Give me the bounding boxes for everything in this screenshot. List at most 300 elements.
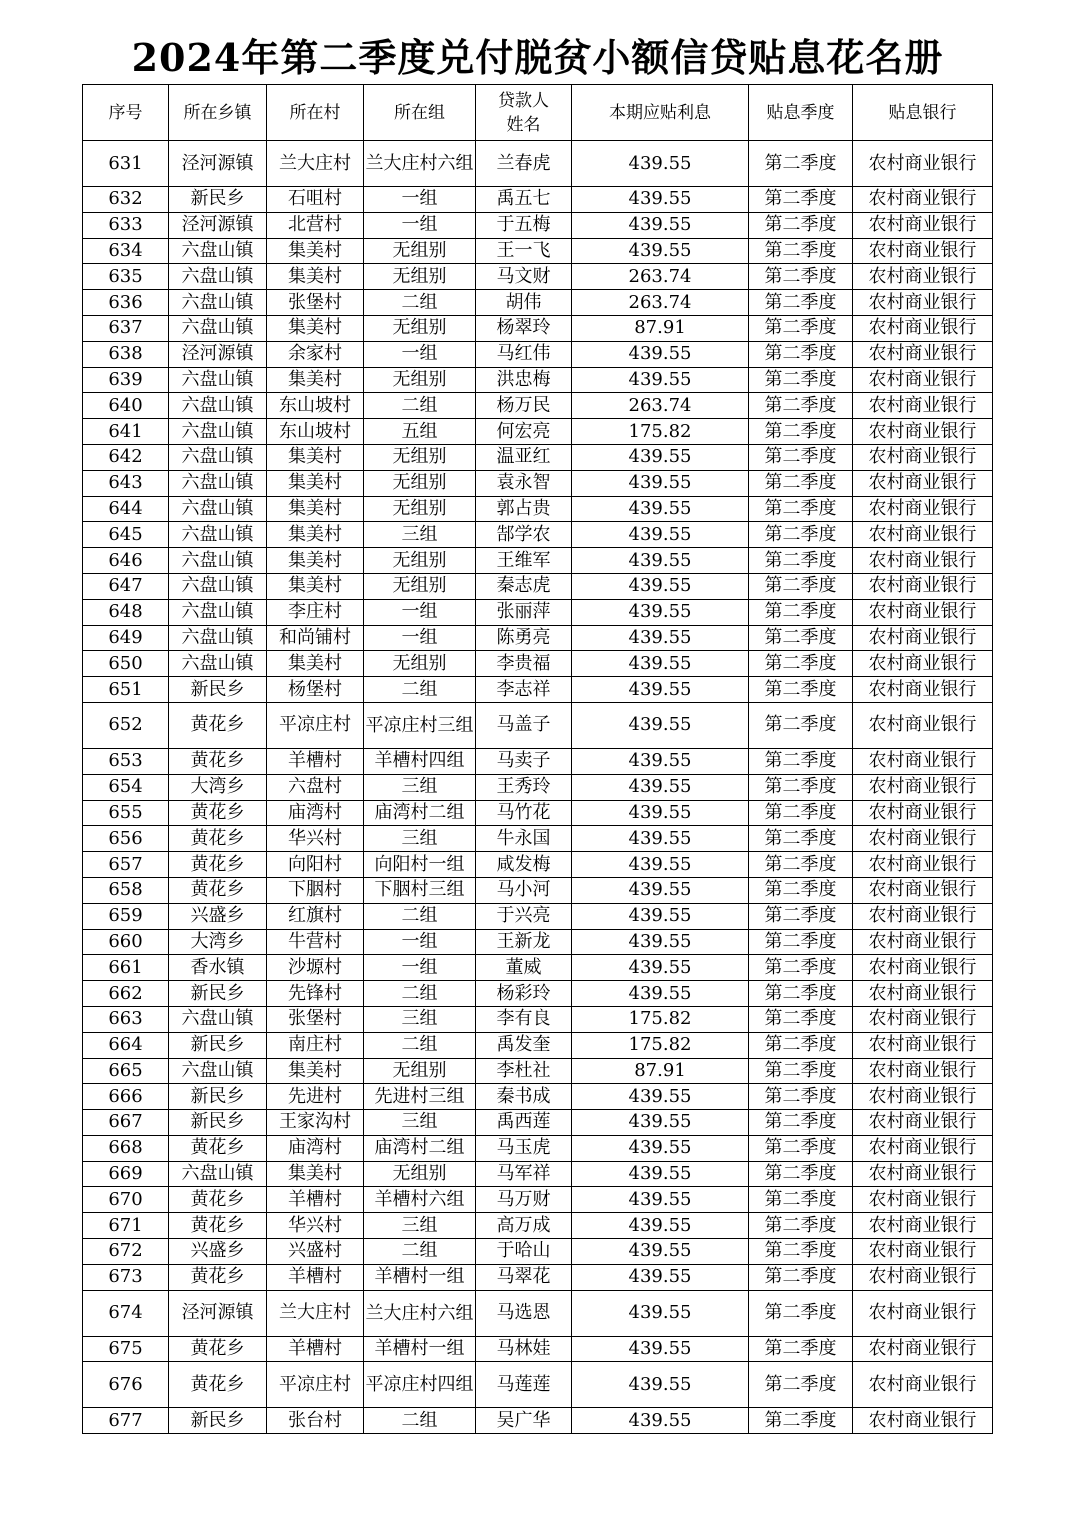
cell-interest-amount: 439.55: [572, 1213, 749, 1239]
cell-serial: 673: [83, 1264, 169, 1290]
table-row: [83, 903, 993, 929]
cell-serial: 635: [83, 264, 169, 290]
cell-borrower-name: 李志祥: [476, 677, 572, 703]
cell-quarter: 第二季度: [749, 1336, 853, 1362]
cell-quarter: 第二季度: [749, 315, 853, 341]
cell-group: 无组别: [364, 367, 476, 393]
cell-village: 集美村: [267, 1058, 364, 1084]
cell-interest-amount: 439.55: [572, 625, 749, 651]
table-row: [83, 929, 993, 955]
cell-interest-amount: 439.55: [572, 1135, 749, 1161]
cell-borrower-name: 于哈山: [476, 1239, 572, 1265]
cell-interest-amount: 439.55: [572, 981, 749, 1007]
table-row: [83, 1187, 993, 1213]
cell-interest-amount: 439.55: [572, 341, 749, 367]
cell-group: 一组: [364, 599, 476, 625]
cell-serial: 631: [83, 141, 169, 187]
cell-bank: 农村商业银行: [853, 522, 993, 548]
cell-village: 兴盛村: [267, 1239, 364, 1265]
cell-serial: 659: [83, 903, 169, 929]
cell-township: 六盘山镇: [169, 1161, 267, 1187]
cell-quarter: 第二季度: [749, 470, 853, 496]
cell-township: 香水镇: [169, 955, 267, 981]
cell-township: 六盘山镇: [169, 444, 267, 470]
cell-bank: 农村商业银行: [853, 264, 993, 290]
cell-bank: 农村商业银行: [853, 290, 993, 316]
cell-serial: 670: [83, 1187, 169, 1213]
cell-group: 兰大庄村六组: [364, 1290, 476, 1336]
cell-borrower-name: 禹发奎: [476, 1032, 572, 1058]
cell-quarter: 第二季度: [749, 290, 853, 316]
cell-interest-amount: 439.55: [572, 238, 749, 264]
cell-quarter: 第二季度: [749, 826, 853, 852]
cell-group: 无组别: [364, 1161, 476, 1187]
cell-serial: 651: [83, 677, 169, 703]
cell-borrower-name: 张丽萍: [476, 599, 572, 625]
header-borrower-name: 贷款人姓名: [476, 85, 572, 141]
header-row: [83, 85, 993, 141]
cell-serial: 662: [83, 981, 169, 1007]
cell-village: 集美村: [267, 573, 364, 599]
cell-bank: 农村商业银行: [853, 1110, 993, 1136]
cell-village: 向阳村: [267, 852, 364, 878]
cell-bank: 农村商业银行: [853, 955, 993, 981]
cell-township: 六盘山镇: [169, 651, 267, 677]
cell-serial: 633: [83, 212, 169, 238]
table-row: [83, 1290, 993, 1336]
cell-interest-amount: 439.55: [572, 1408, 749, 1434]
cell-serial: 645: [83, 522, 169, 548]
cell-serial: 672: [83, 1239, 169, 1265]
cell-village: 集美村: [267, 548, 364, 574]
table-row: [83, 1239, 993, 1265]
cell-serial: 641: [83, 419, 169, 445]
cell-bank: 农村商业银行: [853, 852, 993, 878]
cell-group: 向阳村一组: [364, 852, 476, 878]
cell-village: 庙湾村: [267, 800, 364, 826]
cell-borrower-name: 马万财: [476, 1187, 572, 1213]
cell-serial: 671: [83, 1213, 169, 1239]
table-row: [83, 677, 993, 703]
cell-borrower-name: 王一飞: [476, 238, 572, 264]
cell-borrower-name: 李杜社: [476, 1058, 572, 1084]
cell-serial: 677: [83, 1408, 169, 1434]
cell-quarter: 第二季度: [749, 955, 853, 981]
cell-interest-amount: 439.55: [572, 955, 749, 981]
cell-interest-amount: 439.55: [572, 1290, 749, 1336]
cell-group: 一组: [364, 625, 476, 651]
cell-borrower-name: 杨万民: [476, 393, 572, 419]
cell-borrower-name: 马军祥: [476, 1161, 572, 1187]
cell-village: 兰大庄村: [267, 1290, 364, 1336]
cell-township: 大湾乡: [169, 929, 267, 955]
cell-village: 平凉庄村: [267, 1362, 364, 1408]
cell-interest-amount: 439.55: [572, 1084, 749, 1110]
cell-township: 六盘山镇: [169, 625, 267, 651]
cell-quarter: 第二季度: [749, 599, 853, 625]
cell-interest-amount: 439.55: [572, 826, 749, 852]
cell-township: 六盘山镇: [169, 238, 267, 264]
table-row: [83, 522, 993, 548]
cell-village: 集美村: [267, 496, 364, 522]
cell-borrower-name: 王秀玲: [476, 774, 572, 800]
cell-quarter: 第二季度: [749, 929, 853, 955]
cell-village: 张台村: [267, 1408, 364, 1434]
cell-group: 无组别: [364, 548, 476, 574]
cell-group: 羊槽村一组: [364, 1264, 476, 1290]
cell-borrower-name: 马竹花: [476, 800, 572, 826]
cell-township: 黄花乡: [169, 826, 267, 852]
cell-bank: 农村商业银行: [853, 903, 993, 929]
table-row: [83, 800, 993, 826]
cell-quarter: 第二季度: [749, 419, 853, 445]
cell-borrower-name: 吴广华: [476, 1408, 572, 1434]
cell-bank: 农村商业银行: [853, 1239, 993, 1265]
cell-serial: 640: [83, 393, 169, 419]
table-row: [83, 367, 993, 393]
cell-village: 先进村: [267, 1084, 364, 1110]
cell-serial: 637: [83, 315, 169, 341]
cell-group: 五组: [364, 419, 476, 445]
cell-borrower-name: 郭占贵: [476, 496, 572, 522]
table-row: [83, 1362, 993, 1408]
cell-bank: 农村商业银行: [853, 1362, 993, 1408]
cell-quarter: 第二季度: [749, 444, 853, 470]
cell-borrower-name: 李有良: [476, 1006, 572, 1032]
cell-serial: 669: [83, 1161, 169, 1187]
cell-quarter: 第二季度: [749, 903, 853, 929]
table-row: [83, 419, 993, 445]
cell-village: 集美村: [267, 264, 364, 290]
cell-group: 平凉庄村四组: [364, 1362, 476, 1408]
table-row: [83, 315, 993, 341]
cell-borrower-name: 高万成: [476, 1213, 572, 1239]
cell-township: 黄花乡: [169, 748, 267, 774]
cell-interest-amount: 439.55: [572, 877, 749, 903]
header-group: 所在组: [364, 85, 476, 141]
cell-interest-amount: 439.55: [572, 1264, 749, 1290]
cell-borrower-name: 马林娃: [476, 1336, 572, 1362]
cell-borrower-name: 马红伟: [476, 341, 572, 367]
cell-group: 三组: [364, 1213, 476, 1239]
cell-interest-amount: 439.55: [572, 702, 749, 748]
cell-serial: 652: [83, 702, 169, 748]
table-row: [83, 1058, 993, 1084]
cell-interest-amount: 439.55: [572, 187, 749, 213]
cell-interest-amount: 439.55: [572, 522, 749, 548]
cell-group: 羊槽村一组: [364, 1336, 476, 1362]
cell-bank: 农村商业银行: [853, 1084, 993, 1110]
cell-group: 一组: [364, 187, 476, 213]
header-village: 所在村: [267, 85, 364, 141]
cell-township: 黄花乡: [169, 1362, 267, 1408]
cell-quarter: 第二季度: [749, 264, 853, 290]
cell-group: 二组: [364, 677, 476, 703]
cell-interest-amount: 439.55: [572, 677, 749, 703]
cell-quarter: 第二季度: [749, 702, 853, 748]
cell-village: 王家沟村: [267, 1110, 364, 1136]
cell-borrower-name: 咸发梅: [476, 852, 572, 878]
cell-village: 张堡村: [267, 1006, 364, 1032]
table-row: [83, 496, 993, 522]
cell-quarter: 第二季度: [749, 341, 853, 367]
cell-interest-amount: 439.55: [572, 212, 749, 238]
cell-serial: 656: [83, 826, 169, 852]
cell-bank: 农村商业银行: [853, 981, 993, 1007]
cell-interest-amount: 439.55: [572, 367, 749, 393]
cell-interest-amount: 439.55: [572, 1187, 749, 1213]
cell-interest-amount: 439.55: [572, 548, 749, 574]
cell-village: 东山坡村: [267, 393, 364, 419]
cell-bank: 农村商业银行: [853, 1058, 993, 1084]
table-row: [83, 852, 993, 878]
cell-village: 华兴村: [267, 826, 364, 852]
cell-quarter: 第二季度: [749, 651, 853, 677]
cell-group: 无组别: [364, 444, 476, 470]
cell-borrower-name: 李贵福: [476, 651, 572, 677]
table-row: [83, 393, 993, 419]
document-title: 2024年第二季度兑付脱贫小额信贷贴息花名册: [131, 35, 944, 80]
cell-serial: 663: [83, 1006, 169, 1032]
table-row: [83, 444, 993, 470]
cell-village: 兰大庄村: [267, 141, 364, 187]
cell-township: 泾河源镇: [169, 212, 267, 238]
cell-group: 一组: [364, 212, 476, 238]
cell-bank: 农村商业银行: [853, 573, 993, 599]
subsidy-roster-table: [82, 84, 993, 1434]
cell-village: 石咀村: [267, 187, 364, 213]
cell-serial: 665: [83, 1058, 169, 1084]
cell-quarter: 第二季度: [749, 774, 853, 800]
table-row: [83, 1408, 993, 1434]
table-row: [83, 955, 993, 981]
table-row: [83, 187, 993, 213]
cell-township: 新民乡: [169, 677, 267, 703]
cell-interest-amount: 439.55: [572, 1336, 749, 1362]
cell-bank: 农村商业银行: [853, 238, 993, 264]
cell-township: 新民乡: [169, 1084, 267, 1110]
header-bank: 贴息银行: [853, 85, 993, 141]
cell-village: 南庄村: [267, 1032, 364, 1058]
cell-bank: 农村商业银行: [853, 187, 993, 213]
cell-township: 黄花乡: [169, 1264, 267, 1290]
cell-serial: 676: [83, 1362, 169, 1408]
cell-borrower-name: 马文财: [476, 264, 572, 290]
cell-interest-amount: 87.91: [572, 315, 749, 341]
table-row: [83, 573, 993, 599]
cell-bank: 农村商业银行: [853, 877, 993, 903]
cell-borrower-name: 洪忠梅: [476, 367, 572, 393]
table-row: [83, 141, 993, 187]
cell-group: 平凉庄村三组: [364, 702, 476, 748]
cell-township: 六盘山镇: [169, 522, 267, 548]
cell-quarter: 第二季度: [749, 1264, 853, 1290]
cell-bank: 农村商业银行: [853, 826, 993, 852]
table-row: [83, 1264, 993, 1290]
table-row: [83, 548, 993, 574]
cell-township: 六盘山镇: [169, 1006, 267, 1032]
cell-township: 新民乡: [169, 187, 267, 213]
cell-interest-amount: 439.55: [572, 444, 749, 470]
cell-village: 先锋村: [267, 981, 364, 1007]
cell-township: 黄花乡: [169, 1213, 267, 1239]
cell-bank: 农村商业银行: [853, 1290, 993, 1336]
cell-township: 泾河源镇: [169, 341, 267, 367]
table-row: [83, 470, 993, 496]
cell-bank: 农村商业银行: [853, 800, 993, 826]
table-row: [83, 341, 993, 367]
cell-bank: 农村商业银行: [853, 702, 993, 748]
cell-quarter: 第二季度: [749, 548, 853, 574]
header-quarter: 贴息季度: [749, 85, 853, 141]
cell-borrower-name: 禹西莲: [476, 1110, 572, 1136]
table-row: [83, 599, 993, 625]
cell-township: 泾河源镇: [169, 1290, 267, 1336]
header-serial: 序号: [83, 85, 169, 141]
cell-township: 六盘山镇: [169, 367, 267, 393]
cell-township: 新民乡: [169, 1110, 267, 1136]
cell-village: 下胭村: [267, 877, 364, 903]
cell-serial: 675: [83, 1336, 169, 1362]
cell-bank: 农村商业银行: [853, 1264, 993, 1290]
cell-bank: 农村商业银行: [853, 748, 993, 774]
cell-borrower-name: 马莲莲: [476, 1362, 572, 1408]
table-row: [83, 264, 993, 290]
cell-group: 一组: [364, 341, 476, 367]
cell-quarter: 第二季度: [749, 852, 853, 878]
cell-bank: 农村商业银行: [853, 444, 993, 470]
cell-quarter: 第二季度: [749, 573, 853, 599]
cell-quarter: 第二季度: [749, 1213, 853, 1239]
cell-interest-amount: 439.55: [572, 470, 749, 496]
cell-village: 东山坡村: [267, 419, 364, 445]
cell-borrower-name: 王新龙: [476, 929, 572, 955]
cell-quarter: 第二季度: [749, 1032, 853, 1058]
cell-township: 黄花乡: [169, 702, 267, 748]
cell-group: 庙湾村二组: [364, 800, 476, 826]
cell-group: 一组: [364, 955, 476, 981]
cell-village: 羊槽村: [267, 1336, 364, 1362]
cell-group: 一组: [364, 929, 476, 955]
cell-quarter: 第二季度: [749, 625, 853, 651]
cell-interest-amount: 439.55: [572, 852, 749, 878]
cell-interest-amount: 439.55: [572, 573, 749, 599]
cell-bank: 农村商业银行: [853, 212, 993, 238]
cell-group: 二组: [364, 1239, 476, 1265]
cell-borrower-name: 于五梅: [476, 212, 572, 238]
cell-group: 三组: [364, 774, 476, 800]
cell-serial: 636: [83, 290, 169, 316]
cell-quarter: 第二季度: [749, 1187, 853, 1213]
cell-village: 集美村: [267, 444, 364, 470]
table-row: [83, 981, 993, 1007]
cell-group: 无组别: [364, 470, 476, 496]
cell-bank: 农村商业银行: [853, 496, 993, 522]
cell-serial: 646: [83, 548, 169, 574]
cell-township: 兴盛乡: [169, 1239, 267, 1265]
cell-village: 集美村: [267, 470, 364, 496]
cell-bank: 农村商业银行: [853, 1161, 993, 1187]
cell-bank: 农村商业银行: [853, 341, 993, 367]
cell-group: 下胭村三组: [364, 877, 476, 903]
cell-village: 北营村: [267, 212, 364, 238]
cell-serial: 660: [83, 929, 169, 955]
cell-group: 三组: [364, 1006, 476, 1032]
cell-bank: 农村商业银行: [853, 1006, 993, 1032]
cell-borrower-name: 胡伟: [476, 290, 572, 316]
cell-quarter: 第二季度: [749, 677, 853, 703]
cell-group: 二组: [364, 903, 476, 929]
cell-group: 三组: [364, 826, 476, 852]
cell-bank: 农村商业银行: [853, 1336, 993, 1362]
cell-interest-amount: 175.82: [572, 1032, 749, 1058]
cell-quarter: 第二季度: [749, 1058, 853, 1084]
cell-village: 羊槽村: [267, 748, 364, 774]
cell-borrower-name: 陈勇亮: [476, 625, 572, 651]
cell-interest-amount: 263.74: [572, 393, 749, 419]
cell-serial: 647: [83, 573, 169, 599]
cell-serial: 658: [83, 877, 169, 903]
cell-township: 六盘山镇: [169, 1058, 267, 1084]
cell-bank: 农村商业银行: [853, 470, 993, 496]
cell-serial: 666: [83, 1084, 169, 1110]
cell-interest-amount: 439.55: [572, 141, 749, 187]
cell-bank: 农村商业银行: [853, 774, 993, 800]
cell-serial: 642: [83, 444, 169, 470]
cell-interest-amount: 263.74: [572, 290, 749, 316]
cell-village: 集美村: [267, 651, 364, 677]
cell-village: 羊槽村: [267, 1187, 364, 1213]
cell-serial: 655: [83, 800, 169, 826]
cell-interest-amount: 439.55: [572, 929, 749, 955]
cell-group: 庙湾村二组: [364, 1135, 476, 1161]
cell-serial: 649: [83, 625, 169, 651]
cell-village: 李庄村: [267, 599, 364, 625]
cell-serial: 648: [83, 599, 169, 625]
cell-bank: 农村商业银行: [853, 367, 993, 393]
cell-bank: 农村商业银行: [853, 599, 993, 625]
cell-group: 三组: [364, 522, 476, 548]
cell-interest-amount: 439.55: [572, 496, 749, 522]
cell-borrower-name: 王维军: [476, 548, 572, 574]
cell-bank: 农村商业银行: [853, 651, 993, 677]
cell-village: 集美村: [267, 315, 364, 341]
cell-township: 六盘山镇: [169, 470, 267, 496]
cell-interest-amount: 439.55: [572, 1239, 749, 1265]
cell-township: 黄花乡: [169, 852, 267, 878]
table-row: [83, 702, 993, 748]
cell-borrower-name: 兰春虎: [476, 141, 572, 187]
cell-borrower-name: 牛永国: [476, 826, 572, 852]
cell-bank: 农村商业银行: [853, 1135, 993, 1161]
cell-serial: 674: [83, 1290, 169, 1336]
cell-borrower-name: 马小河: [476, 877, 572, 903]
header-interest-amount: 本期应贴利息: [572, 85, 749, 141]
cell-bank: 农村商业银行: [853, 419, 993, 445]
cell-borrower-name: 马翠花: [476, 1264, 572, 1290]
cell-borrower-name: 秦志虎: [476, 573, 572, 599]
cell-quarter: 第二季度: [749, 1290, 853, 1336]
cell-township: 六盘山镇: [169, 548, 267, 574]
cell-village: 牛营村: [267, 929, 364, 955]
cell-serial: 661: [83, 955, 169, 981]
cell-borrower-name: 董威: [476, 955, 572, 981]
cell-village: 集美村: [267, 238, 364, 264]
cell-interest-amount: 439.55: [572, 1161, 749, 1187]
table-row: [83, 1006, 993, 1032]
cell-village: 余家村: [267, 341, 364, 367]
cell-interest-amount: 439.55: [572, 800, 749, 826]
